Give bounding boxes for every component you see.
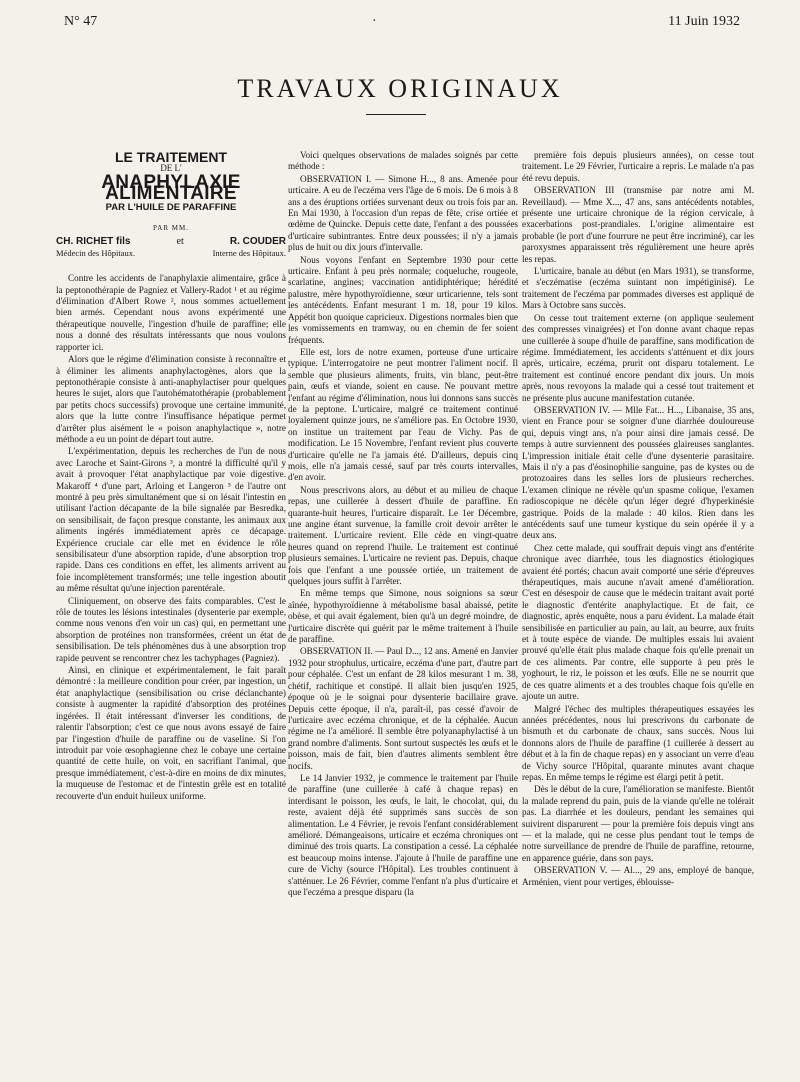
- article-subtitle: PAR L'HUILE DE PARAFFINE: [105, 201, 237, 213]
- article-title-line1: LE TRAITEMENT: [115, 149, 227, 165]
- col2-paragraph: Le 14 Janvier 1932, je commence le traitement par l'huile de paraffine (une cuillerée à café à chaque repas) en interdisant le poisson, les œufs, le lait, le chocolat, qui, du reste, avaient déjà été supprimés sans succès de son alimentation. Le 4 Février, je revois l'enfant considérablement amélioré. Démangeaisons, urticaire et eczéma chroniques ont diminué des trois quarts. La constipation a cessé. La céphalée est beaucoup moins intense. J'ajoute à l'huile de paraffine une cure de Vichy (source l'Hôpital). Les troubles continuent à s'atténuer. Le 26 Février, comme l'enfant n'a plus d'urticaire et que l'eczéma a presque disparu (la: [288, 772, 518, 897]
- col3-paragraph: première fois depuis plusieurs années), on cesse tout traitement. Le 29 Février, l'urticaire a repris. Le malade n'a pas été revu depuis.: [522, 150, 754, 183]
- col3-paragraph: OBSERVATION V. — Al..., 29 ans, employé de banque, Arménien, vient pour vertiges, éblouisse-: [522, 865, 754, 887]
- article-title-main: ANAPHYLAXIE ALIMENTAIRE: [101, 171, 241, 205]
- issue-number: N° 47: [64, 14, 98, 29]
- col3-paragraph: On cesse tout traitement externe (on applique seulement des compresses vinaigrées) et l'on donne avant chaque repas une cuillerée à soupe d'huile de paraffine, sans modification de régime. Immédiatement, les accidents s'atténuent et dix jours après, urticaire, eczéma, prurit ont disparu totalement. Le traitement est continué encore pendant dix jours. Un mois après, nous revoyons la malade qui a cessé tout traitement et ne présente plus aucune manifestation cutanée.: [522, 312, 754, 403]
- col2-paragraph: En même temps que Simone, nous soignions sa sœur aînée, hypothyroïdienne à métabolisme basal abaissé, petite obèse, et qui avait également, bien qu'à un degré moindre, de l'urticaire discrète qui guérit par le même traitement à l'huile de paraffine.: [288, 588, 518, 645]
- author-conj: et: [176, 236, 184, 248]
- col2-paragraph: Voici quelques observations de malades soignés par cette méthode :: [288, 150, 518, 172]
- authors-row: [56, 236, 286, 247]
- col3-paragraph: Dès le début de la cure, l'amélioration se manifeste. Bientôt la malade reprend du pain, puis de la viande qu'elle ne tolérait pas. La diarrhée et les douleurs, pendant les semaines qui suivirent disparurent — pour la première fois depuis vingt ans — et la malade, qui ne cesse plus pendant tout le temps de notre surveillance de prendre de l'huile de paraffine, retourne, en apparence guérie, dans son pays.: [522, 784, 754, 863]
- affiliation-2: Interne des Hôpitaux.: [212, 247, 286, 258]
- issue-date: 11 Juin 1932: [668, 14, 740, 29]
- author-1: CH. RICHET fils: [56, 236, 131, 248]
- col3-paragraph: OBSERVATION IV. — Mlle Fat... H..., Libanaise, 35 ans, vient en France pour se soigner d'une diarrhée douloureuse qui, depuis vingt ans, n'a pour ainsi dire jamais cessé. De temps à autre surviennent des poussées glaireuses sanglantes. L'impression initiale était celle d'une dysenterie parasitaire. Mais il n'y a pas d'éosinophilie sanguine, pas de kystes ou de protozoaires dans les selles lors de plusieurs recherches. L'examen clinique ne révèle qu'un spasme colique, l'examen radioscopique ne décèle qu'un léger degré d'hyperkinésie gastrique. Poids de la malade : 40 kilos. Rien dans les antécédents sauf une tumeur kystique du sein opérée il y a deux ans.: [522, 404, 754, 541]
- col1-paragraph: Cliniquement, on observe des faits comparables. C'est le rôle de toutes les lésions intestinales (dysenterie par exemple, comme nous venons d'en voir un cas) qui, en permettant une absorption de protéines non transformées, créent un état de sensibilisation. De tels phénomènes dus à une absorption trop rapide peuvent se rencontrer chez les tachyphages (Pagniez).: [56, 595, 286, 663]
- col1-paragraph: Ainsi, en clinique et expérimentalement, le fait paraît démontré : la meilleure condition pour créer, par ingestion, un état anaphylactique (sensibilisation ou crise déclanchante) consiste à augmenter la rapidité d'absorption des protéines ingérées. Il était intéressant d'inverser les conditions, de ralentir l'absorption; c'est ce que nous avons essayé de faire par l'ingestion d'huile de paraffine ou de vaseline. Si l'on introduit par voie œsophagienne chez le cobaye une certaine quantité de cette huile, on voit, en sacrifiant l'animal, que presque immédiatement, c'est-à-dire en moins de dix minutes, la muqueuse de l'estomac et de l'intestin grêle est en totalité recouverte d'un enduit huileux uniforme.: [56, 665, 286, 801]
- column-1: [56, 150, 286, 803]
- header-dot: ·: [372, 14, 377, 29]
- article-title-line2: DE L': [160, 163, 182, 174]
- col3-paragraph: Chez cette malade, qui souffrait depuis vingt ans d'entérite chronique avec diarrhée, tous les diagnostics étiologiques avaient été portés; chacun avait comporté une série d'épreuves thérapeutiques, mais aucune n'avait amené d'amélioration. C'est en désespoir de cause que le médecin traitant avait porté le diagnostic d'entérite anaphylactique. Et de fait, ce diagnostic, après enquête, nous a paru évident. La malade était sensibilisée en particulier au pain, au lait, au beurre, aux fruits et à toute espèce de viande. De multiples essais lui avaient prouvé qu'elle était plus malade chaque fois qu'elle prenait un de ces aliments. Par contre, elle supporte à peu près le yoghourt, le riz, le poisson et les œufs. Elle ne se nourrit que de ces quatre aliments et a des troubles chaque fois qu'elle en ajoute un autre.: [522, 542, 754, 702]
- column-2: [288, 150, 518, 899]
- col3-paragraph: OBSERVATION III (transmise par notre ami M. Reveillaud). — Mme X..., 47 ans, sans antécédents notables, présente une urticaire chronique de la région cervicale, à exacerbations post-prandiales. L'origine alimentaire est probable (le port d'une fourrure ne peut être incriminé), car les paroxysmes apparaissent très régulièrement une heure après les repas.: [522, 185, 754, 264]
- affiliation-1: Médecin des Hôpitaux.: [56, 247, 136, 258]
- title-divider: [366, 114, 426, 115]
- author-2: R. COUDER: [229, 236, 286, 248]
- col2-paragraph: Nous voyons l'enfant en Septembre 1930 pour cette urticaire. Enfant à peu près normale; coqueluche, rougeole, scarlatine, angines; vaccination antidiphtérique; hérédité palustre, mère hypothyroïdienne, sœur urticarienne, tels sont les antécédents. Enfant mesurant 1 m. 18, pour 19 kilos. Appétit bon quoique capricieux. Digestions normales bien que les vomissements en tramway, ou en chemin de fer soient fréquents.: [288, 254, 518, 345]
- col1-paragraph: Contre les accidents de l'anaphylaxie alimentaire, grâce à la peptonothérapie de Pagniez et Vallery-Radot ¹ et au régime d'élimination d'Albert Rowe ², nous sommes actuellement bien armés. Cependant nous avons expérimenté une thérapeutique nouvelle, l'ingestion d'huile de paraffine; elle nous a donné des résultats intéressants que nous voulons rapporter ici.: [56, 273, 286, 352]
- section-title: TRAVAUX ORIGINAUX: [237, 74, 563, 103]
- column-3: [522, 150, 754, 889]
- col2-paragraph: Elle est, lors de notre examen, porteuse d'une urticaire typique. L'interrogatoire ne peut montrer l'aliment nocif. Il semble que plusieurs aliments, fruits, vin blanc, peut-être pain, œufs et viande, soient en cause. Ne pouvant mettre l'enfant au régime d'élimination, nous lui donnons sans succès de la peptone. L'urticaire, malgré ce traitement continué loyalement quinze jours, ne s'améliore pas. En Octobre 1930, on institue un traitement par l'eau de Vichy. Pas de modification. Le 15 Novembre, l'enfant revient plus couverte d'urticaire qu'elle ne l'a jamais été. D'ailleurs, depuis cinq mois, elle n'a jamais cessé, sauf par très courts intervalles, d'en avoir.: [288, 346, 518, 483]
- affiliations-row: [56, 248, 286, 259]
- col2-paragraph: OBSERVATION I. — Simone H..., 8 ans. Amenée pour urticaire. A eu de l'eczéma vers l'âge de 6 mois. De 6 mois à 8 ans a des éruptions ortiées survenant deux ou trois fois par an. En Mai 1930, à l'occasion d'un repas de fête, crise ortiée et œdème de Quincke. Depuis cette date, l'enfant a des poussées d'urticaire subintrantes. Entre deux poussées; il n'y a jamais plus de huit ou dix jours d'intervalle.: [288, 173, 518, 253]
- col3-paragraph: L'urticaire, banale au début (en Mars 1931), se transforme, et s'eczématise (eczéma suintant non impétiginisé). Le traitement de l'eczéma par pommades diverses est appliqué de Mars à Octobre sans succès.: [522, 266, 754, 311]
- col1-paragraph: L'expérimentation, depuis les recherches de l'un de nous avec Laroche et Saint-Girons ³, a montré la difficulté qu'il y avait à provoquer l'état anaphylactique par voie digestive. Makaroff ⁴ d'une part, Arloing et Langeron ⁵ de l'autre ont montré à peu près simultanément que si on lésait l'intestin en utilisant l'action décapante de la bile signalée par Besredka, on sensibilisait, de façon presque constante, les animaux aux aliments ingérés immédiatement après ce décapage. Expérience cruciale car elle met en évidence le rôle sensibilisateur d'une absorption rapide, d'une absorption trop rapide. Dans ces conditions en effet, les aliments arrivent au foie incomplètement transformés; une telle ingestion aboutit au même résultat qu'une injection parentérale.: [56, 446, 286, 594]
- col2-paragraph: OBSERVATION II. — Paul D..., 12 ans. Amené en Janvier 1932 pour strophulus, urticaire, eczéma d'une part, d'autre part pour céphalée. C'est un enfant de 28 kilos mesurant 1 m. 38, chétif, rachitique et constipé. Il allait bien jusqu'en 1925, époque où je le soignai pour dysenterie bacillaire grave. Depuis cette époque, il n'a, paraît-il, pas cessé d'avoir de l'urticaire avec eczéma chronique, et de la céphalée. Aucun régime ne l'a amélioré. Il semble être polyanaphylactisé à un grand nombre d'aliments. Sont surtout suspectés les œufs et le poisson, mais de fait, bien d'autres aliments semblent être nocifs.: [288, 646, 518, 771]
- col1-paragraph: Alors que le régime d'élimination consiste à reconnaître et à éliminer les aliments anaphylactogènes, alors que la peptonothérapie consiste à anti-anaphylactiser pour quelques heures le sujet, alors que l'autohématothérapie (probablement par petits chocs successifs) provoque une certaine immunité, alors que la lutte contre l'insuffisance hépatique permet d'arrêter plus aisément le « poison anaphylactique », notre méthode a eu un point de départ tout autre.: [56, 354, 286, 444]
- article-header: [56, 149, 286, 259]
- col3-paragraph: Malgré l'échec des multiples thérapeutiques essayées les années précédentes, nous lui prescrivons du carbonate de bismuth et du carbonate de chaux, sans succès. Nous lui donnons alors de l'huile de paraffine (1 cuillerée à dessert au début et à la fin de chaque repas) en y associant un verre d'eau de Vichy source l'Hôpital, quarante minutes avant chaque repas. En même temps le régime est élargi petit à petit.: [522, 703, 754, 782]
- article-by: PAR MM.: [153, 224, 189, 233]
- col2-paragraph: Nous prescrivons alors, au début et au milieu de chaque repas, une cuillerée à dessert d'huile de paraffine. En quarante-huit heures, l'urticaire disparaît. Le 1er Décembre, une angine étant survenue, la famille croit devoir arrêter le traitement. L'urticaire revient. Elle cède en vingt-quatre heures quand on reprend l'huile. Le traitement est continué plusieurs semaines. L'urticaire ne revient pas. Depuis, chaque fois que l'enfant a une poussée ortiée, un traitement de quelques jours suffit à l'arrêter.: [288, 484, 518, 587]
